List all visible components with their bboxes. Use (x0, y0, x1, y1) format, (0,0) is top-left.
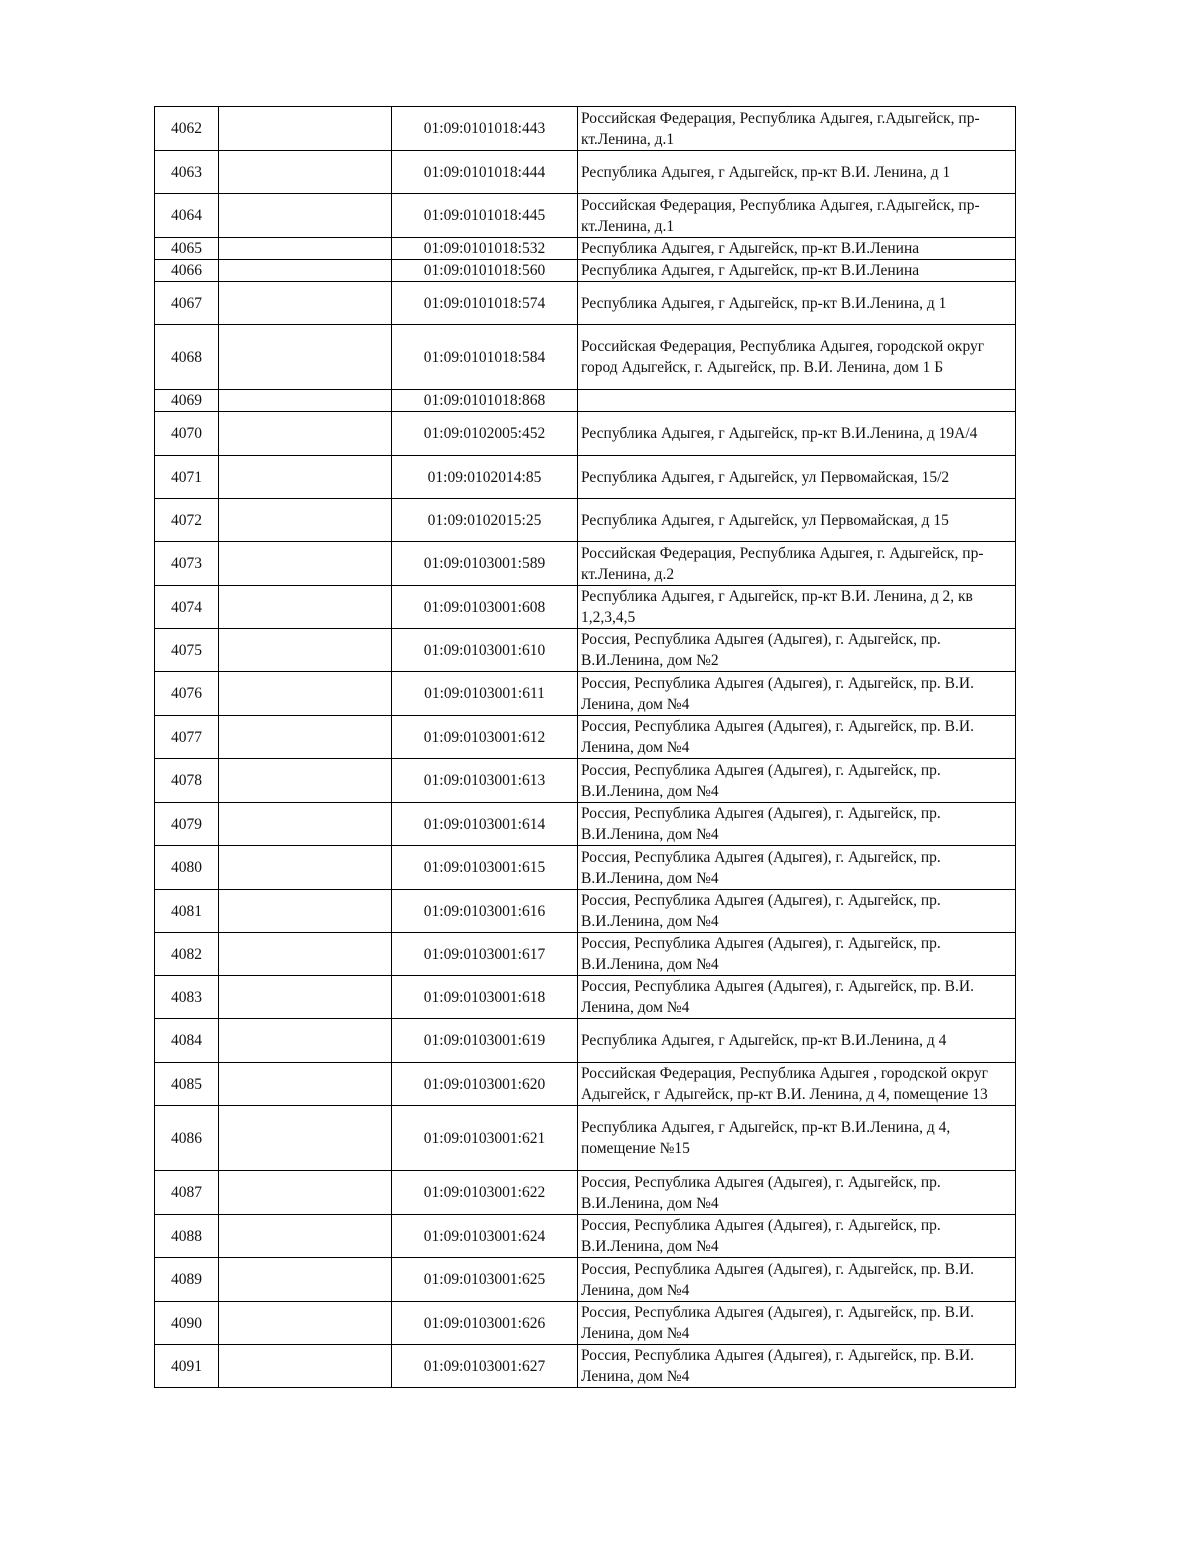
cadastral-number-cell: 01:09:0103001:613 (392, 759, 578, 803)
row-number-cell: 4068 (155, 325, 219, 390)
address-cell: Республика Адыгея, г Адыгейск, пр-кт В.И.Ленина, д 1 (578, 282, 1016, 325)
row-number-cell: 4066 (155, 260, 219, 282)
address-cell: Россия, Республика Адыгея (Адыгея), г. Адыгейск, пр. В.И. Ленина, дом №4 (578, 672, 1016, 716)
object-name-cell (219, 542, 392, 586)
address-cell: Россия, Республика Адыгея (Адыгея), г. Адыгейск, пр. В.И.Ленина, дом №4 (578, 933, 1016, 976)
table-row (155, 499, 1016, 542)
table-row (155, 151, 1016, 194)
object-name-cell (219, 933, 392, 976)
row-number-cell: 4077 (155, 716, 219, 759)
cadastral-number-cell: 01:09:0101018:574 (392, 282, 578, 325)
address-cell: Российская Федерация, Республика Адыгея, г.Адыгейск, пр-кт.Ленина, д.1 (578, 107, 1016, 151)
table-row (155, 933, 1016, 976)
address-cell: Республика Адыгея, г Адыгейск, ул Первомайская, д 15 (578, 499, 1016, 542)
object-name-cell (219, 325, 392, 390)
cadastral-number-cell: 01:09:0103001:627 (392, 1345, 578, 1388)
address-cell: Республика Адыгея, г Адыгейск, пр-кт В.И.Ленина (578, 238, 1016, 260)
object-name-cell (219, 1302, 392, 1345)
table-row (155, 759, 1016, 803)
row-number-cell: 4079 (155, 803, 219, 846)
address-cell: Россия, Республика Адыгея (Адыгея), г. Адыгейск, пр. В.И.Ленина, дом №4 (578, 803, 1016, 846)
object-name-cell (219, 846, 392, 890)
row-number-cell: 4062 (155, 107, 219, 151)
table-row (155, 1106, 1016, 1171)
object-name-cell (219, 1106, 392, 1171)
cadastral-number-cell: 01:09:0103001:616 (392, 890, 578, 933)
row-number-cell: 4074 (155, 586, 219, 629)
row-number-cell: 4070 (155, 412, 219, 456)
object-name-cell (219, 759, 392, 803)
row-number-cell: 4075 (155, 629, 219, 672)
cadastral-number-cell: 01:09:0103001:626 (392, 1302, 578, 1345)
address-cell: Россия, Республика Адыгея (Адыгея), г. Адыгейск, пр. В.И.Ленина, дом №4 (578, 846, 1016, 890)
table-row (155, 976, 1016, 1019)
address-cell: Россия, Республика Адыгея (Адыгея), г. Адыгейск, пр. В.И.Ленина, дом №2 (578, 629, 1016, 672)
address-cell: Россия, Республика Адыгея (Адыгея), г. Адыгейск, пр. В.И. Ленина, дом №4 (578, 976, 1016, 1019)
row-number-cell: 4080 (155, 846, 219, 890)
table-row (155, 412, 1016, 456)
cadastral-number-cell: 01:09:0101018:584 (392, 325, 578, 390)
row-number-cell: 4086 (155, 1106, 219, 1171)
cadastral-number-cell: 01:09:0103001:617 (392, 933, 578, 976)
object-name-cell (219, 390, 392, 412)
address-cell: Республика Адыгея, г Адыгейск, пр-кт В.И.Ленина, д 4 (578, 1019, 1016, 1063)
cadastral-number-cell: 01:09:0103001:619 (392, 1019, 578, 1063)
object-name-cell (219, 260, 392, 282)
object-name-cell (219, 672, 392, 716)
row-number-cell: 4091 (155, 1345, 219, 1388)
row-number-cell: 4065 (155, 238, 219, 260)
cadastral-number-cell: 01:09:0103001:618 (392, 976, 578, 1019)
address-cell: Российская Федерация, Республика Адыгея, г. Адыгейск, пр-кт.Ленина, д.2 (578, 542, 1016, 586)
object-name-cell (219, 586, 392, 629)
table-row (155, 1345, 1016, 1388)
table-row (155, 1063, 1016, 1106)
object-name-cell (219, 890, 392, 933)
table-row (155, 672, 1016, 716)
row-number-cell: 4085 (155, 1063, 219, 1106)
cadastral-number-cell: 01:09:0103001:608 (392, 586, 578, 629)
property-registry-table (154, 106, 1016, 1388)
row-number-cell: 4081 (155, 890, 219, 933)
table-row (155, 325, 1016, 390)
object-name-cell (219, 803, 392, 846)
table-row (155, 107, 1016, 151)
row-number-cell: 4089 (155, 1258, 219, 1302)
object-name-cell (219, 1215, 392, 1258)
row-number-cell: 4078 (155, 759, 219, 803)
cadastral-number-cell: 01:09:0101018:444 (392, 151, 578, 194)
table-row (155, 586, 1016, 629)
cadastral-number-cell: 01:09:0103001:610 (392, 629, 578, 672)
cadastral-number-cell: 01:09:0101018:443 (392, 107, 578, 151)
cadastral-number-cell: 01:09:0103001:615 (392, 846, 578, 890)
cadastral-number-cell: 01:09:0102005:452 (392, 412, 578, 456)
table-row (155, 803, 1016, 846)
row-number-cell: 4084 (155, 1019, 219, 1063)
table-row (155, 542, 1016, 586)
cadastral-number-cell: 01:09:0103001:622 (392, 1171, 578, 1215)
table-row (155, 390, 1016, 412)
table-row (155, 1171, 1016, 1215)
table-row (155, 1258, 1016, 1302)
address-cell: Республика Адыгея, г Адыгейск, пр-кт В.И. Ленина, д 1 (578, 151, 1016, 194)
table-row (155, 456, 1016, 499)
cadastral-number-cell: 01:09:0103001:589 (392, 542, 578, 586)
object-name-cell (219, 1063, 392, 1106)
table-row (155, 629, 1016, 672)
object-name-cell (219, 151, 392, 194)
table-row (155, 1019, 1016, 1063)
row-number-cell: 4069 (155, 390, 219, 412)
cadastral-number-cell: 01:09:0102014:85 (392, 456, 578, 499)
row-number-cell: 4083 (155, 976, 219, 1019)
object-name-cell (219, 107, 392, 151)
cadastral-number-cell: 01:09:0103001:612 (392, 716, 578, 759)
object-name-cell (219, 456, 392, 499)
cadastral-number-cell: 01:09:0101018:868 (392, 390, 578, 412)
row-number-cell: 4090 (155, 1302, 219, 1345)
address-cell: Республика Адыгея, г Адыгейск, пр-кт В.И.Ленина (578, 260, 1016, 282)
cadastral-number-cell: 01:09:0102015:25 (392, 499, 578, 542)
cadastral-number-cell: 01:09:0103001:620 (392, 1063, 578, 1106)
address-cell: Республика Адыгея, г Адыгейск, пр-кт В.И.Ленина, д 19А/4 (578, 412, 1016, 456)
row-number-cell: 4063 (155, 151, 219, 194)
table-row (155, 846, 1016, 890)
address-cell (578, 390, 1016, 412)
object-name-cell (219, 1171, 392, 1215)
object-name-cell (219, 1019, 392, 1063)
cadastral-number-cell: 01:09:0103001:611 (392, 672, 578, 716)
table-row (155, 238, 1016, 260)
address-cell: Россия, Республика Адыгея (Адыгея), г. Адыгейск, пр. В.И.Ленина, дом №4 (578, 890, 1016, 933)
object-name-cell (219, 499, 392, 542)
address-cell: Российская Федерация, Республика Адыгея, городской округ город Адыгейск, г. Адыгейск, пр. В.И. Ленина, дом 1 Б (578, 325, 1016, 390)
object-name-cell (219, 1345, 392, 1388)
cadastral-number-cell: 01:09:0103001:614 (392, 803, 578, 846)
row-number-cell: 4072 (155, 499, 219, 542)
address-cell: Российская Федерация, Республика Адыгея , городской округ Адыгейск, г Адыгейск, пр-кт В.И. Ленина, д 4, помещение 13 (578, 1063, 1016, 1106)
row-number-cell: 4064 (155, 194, 219, 238)
row-number-cell: 4082 (155, 933, 219, 976)
object-name-cell (219, 282, 392, 325)
object-name-cell (219, 412, 392, 456)
address-cell: Россия, Республика Адыгея (Адыгея), г. Адыгейск, пр. В.И.Ленина, дом №4 (578, 1215, 1016, 1258)
table-row (155, 1302, 1016, 1345)
row-number-cell: 4088 (155, 1215, 219, 1258)
object-name-cell (219, 976, 392, 1019)
address-cell: Россия, Республика Адыгея (Адыгея), г. Адыгейск, пр. В.И.Ленина, дом №4 (578, 759, 1016, 803)
address-cell: Россия, Республика Адыгея (Адыгея), г. Адыгейск, пр. В.И.Ленина, дом №4 (578, 1171, 1016, 1215)
object-name-cell (219, 194, 392, 238)
address-cell: Республика Адыгея, г Адыгейск, ул Первомайская, 15/2 (578, 456, 1016, 499)
address-cell: Российская Федерация, Республика Адыгея, г.Адыгейск, пр-кт.Ленина, д.1 (578, 194, 1016, 238)
cadastral-number-cell: 01:09:0101018:445 (392, 194, 578, 238)
row-number-cell: 4076 (155, 672, 219, 716)
registry-table-body (155, 107, 1016, 1388)
cadastral-number-cell: 01:09:0103001:624 (392, 1215, 578, 1258)
address-cell: Россия, Республика Адыгея (Адыгея), г. Адыгейск, пр. В.И. Ленина, дом №4 (578, 1302, 1016, 1345)
table-row (155, 282, 1016, 325)
address-cell: Республика Адыгея, г Адыгейск, пр-кт В.И. Ленина, д 2, кв 1,2,3,4,5 (578, 586, 1016, 629)
object-name-cell (219, 1258, 392, 1302)
address-cell: Россия, Республика Адыгея (Адыгея), г. Адыгейск, пр. В.И. Ленина, дом №4 (578, 716, 1016, 759)
address-cell: Республика Адыгея, г Адыгейск, пр-кт В.И.Ленина, д 4, помещение №15 (578, 1106, 1016, 1171)
row-number-cell: 4071 (155, 456, 219, 499)
cadastral-number-cell: 01:09:0103001:621 (392, 1106, 578, 1171)
cadastral-number-cell: 01:09:0101018:560 (392, 260, 578, 282)
table-row (155, 260, 1016, 282)
object-name-cell (219, 629, 392, 672)
cadastral-number-cell: 01:09:0101018:532 (392, 238, 578, 260)
row-number-cell: 4067 (155, 282, 219, 325)
table-row (155, 1215, 1016, 1258)
table-row (155, 716, 1016, 759)
object-name-cell (219, 716, 392, 759)
row-number-cell: 4087 (155, 1171, 219, 1215)
table-row (155, 890, 1016, 933)
address-cell: Россия, Республика Адыгея (Адыгея), г. Адыгейск, пр. В.И. Ленина, дом №4 (578, 1345, 1016, 1388)
cadastral-number-cell: 01:09:0103001:625 (392, 1258, 578, 1302)
table-row (155, 194, 1016, 238)
object-name-cell (219, 238, 392, 260)
address-cell: Россия, Республика Адыгея (Адыгея), г. Адыгейск, пр. В.И. Ленина, дом №4 (578, 1258, 1016, 1302)
row-number-cell: 4073 (155, 542, 219, 586)
